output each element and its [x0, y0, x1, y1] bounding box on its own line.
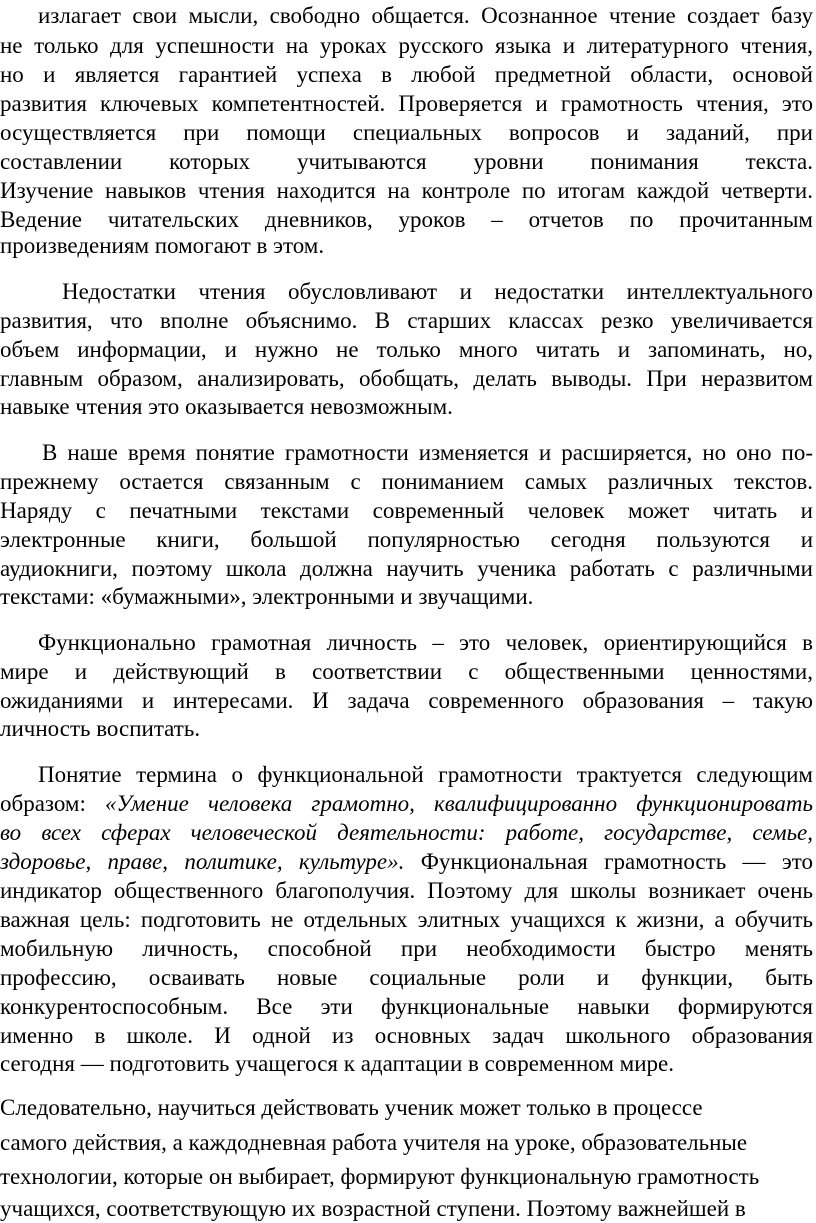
- text-line: именно в школе. И одной из основных задач школьного образования: [0, 1023, 813, 1048]
- text-line: излагает свои мысли, свободно общается. Осознанное чтение создает базу: [38, 3, 813, 28]
- text-line: мобильную личность, способной при необходимости быстро менять: [0, 936, 813, 961]
- text-line: [0, 848, 813, 876]
- text-plain: образом:: [0, 791, 106, 816]
- text-line: Следовательно, научиться действовать ученик может только в процессе: [0, 1095, 703, 1120]
- text-line: прежнему остается связанным с пониманием самых различных текстов.: [0, 469, 813, 494]
- text-line: личность воспитать.: [0, 716, 201, 741]
- text-line: объем информации, и нужно не только много читать и запоминать, но,: [0, 337, 813, 362]
- text-line: профессию, осваивать новые социальные роли и функции, быть: [0, 965, 813, 990]
- text-line: Изучение навыков чтения находится на контроле по итогам каждой четверти.: [0, 178, 813, 203]
- text-line: электронные книги, большой популярностью сегодня пользуются и: [0, 527, 813, 552]
- text-line: Функционально грамотная личность – это человек, ориентирующийся в: [38, 630, 813, 655]
- text-line: Ведение читательских дневников, уроков – отчетов по прочитанным: [0, 207, 813, 232]
- text-line: развития, что вполне объяснимо. В старших классах резко увеличивается: [0, 308, 813, 333]
- text-line: сегодня — подготовить учащегося к адаптации в современном мире.: [0, 1051, 674, 1076]
- text-line: произведениям помогают в этом.: [0, 233, 325, 258]
- text-line: аудиокниги, поэтому школа должна научить ученика работать с различными: [0, 556, 813, 581]
- text-line: ожиданиями и интересами. И задача современного образования – такую: [0, 688, 813, 713]
- text-line: [0, 790, 813, 818]
- text-line: текстами: «бумажными», электронными и звучащими.: [0, 584, 534, 609]
- quote-italic: во всех сферах человеческой деятельности: работе, государстве, семье,: [0, 820, 813, 845]
- quote-italic: здоровье, праве, политике, культуре».: [0, 849, 405, 874]
- text-line: технологии, которые он выбирает, формируют функциональную грамотность: [0, 1164, 760, 1189]
- text-line: не только для успешности на уроках русского языка и литературного чтения,: [0, 33, 813, 58]
- quote-italic: «Умение человека грамотно, квалифицированно функционировать: [105, 791, 813, 816]
- text-line: главным образом, анализировать, обобщать, делать выводы. При неразвитом: [0, 366, 813, 391]
- text-line: конкурентоспособным. Все эти функциональные навыки формируются: [0, 994, 813, 1019]
- text-line: мире и действующий в соответствии с общественными ценностями,: [0, 659, 813, 684]
- text-line: осуществляется при помощи специальных вопросов и заданий, при: [0, 120, 813, 145]
- text-line: учащихся, соответствующую их возрастной ступени. Поэтому важнейшей в: [0, 1196, 746, 1221]
- text-line: развития ключевых компетентностей. Проверяется и грамотность чтения, это: [0, 91, 813, 116]
- text-line: В наше время понятие грамотности изменяется и расширяется, но оно по-: [42, 440, 813, 465]
- text-line: навыке чтения это оказывается невозможным.: [0, 394, 453, 419]
- text-line: но и является гарантией успеха в любой предметной области, основой: [0, 62, 813, 87]
- text-line: Недостатки чтения обусловливают и недостатки интеллектуального: [62, 279, 813, 304]
- text-plain: Функциональная грамотность — это: [404, 849, 814, 874]
- text-line: [0, 819, 813, 847]
- text-line: индикатор общественного благополучия. Поэтому для школы возникает очень: [0, 878, 813, 903]
- text-line: составлении которых учитываются уровни понимания текста.: [0, 149, 813, 174]
- text-line: самого действия, а каждодневная работа учителя на уроке, образовательные: [0, 1130, 748, 1155]
- text-line: важная цель: подготовить не отдельных элитных учащихся к жизни, а обучить: [0, 907, 813, 932]
- text-line: Понятие термина о функциональной грамотности трактуется следующим: [38, 762, 813, 787]
- text-line: Наряду с печатными текстами современный человек может читать и: [0, 498, 813, 523]
